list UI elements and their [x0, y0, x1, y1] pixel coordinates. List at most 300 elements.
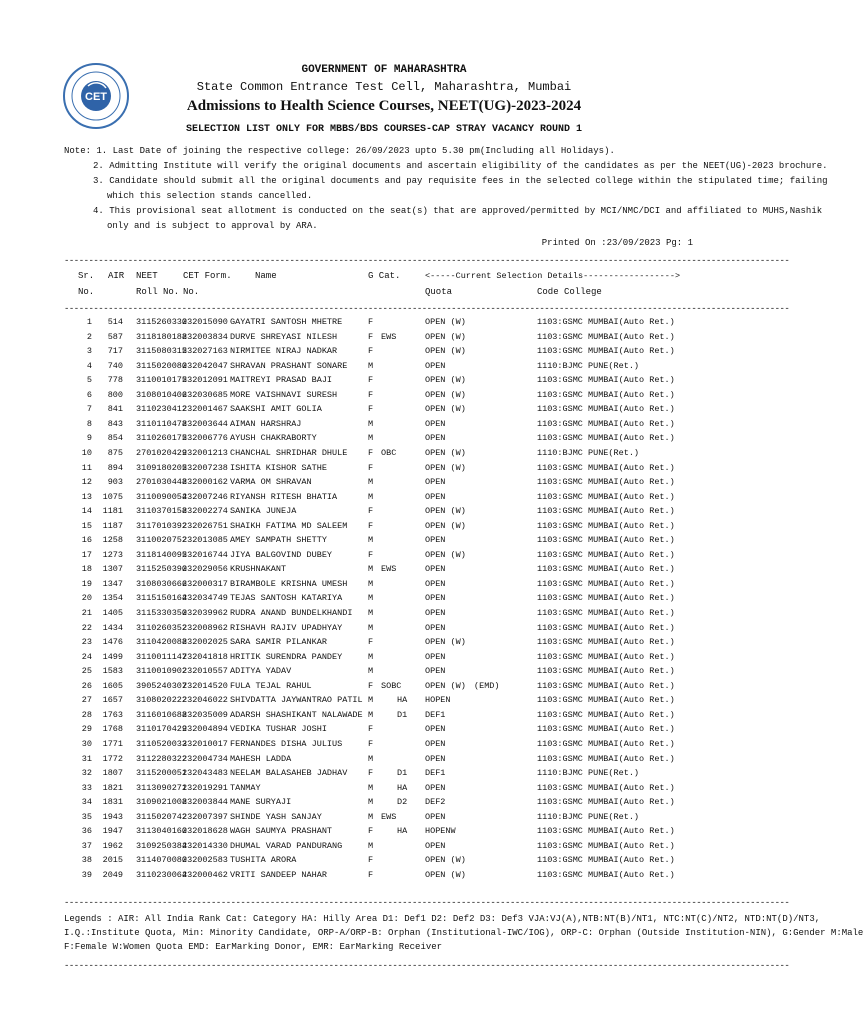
cell-gender: F [368, 506, 374, 517]
cell-quota: DEF1 [425, 709, 446, 720]
cell-air: 1307 [102, 564, 123, 575]
cell-quota: OPEN (W) [425, 869, 466, 880]
cell-code-college: 1103:GSMC MUMBAI(Auto Ret.) [537, 724, 675, 735]
cell-cet-form-no: 232029056 [182, 564, 228, 575]
cell-candidate-name: SARA SAMIR PILANKAR [230, 637, 327, 648]
cell-code-college: 1103:GSMC MUMBAI(Auto Ret.) [537, 331, 675, 342]
cell-quota: OPEN [425, 811, 446, 822]
cell-sr-no: 14 [81, 506, 92, 517]
cell-candidate-name: RUDRA ANAND BUNDELKHANDI [230, 608, 353, 618]
cell-neet-roll-no: 3110370158 [136, 506, 188, 517]
cell-neet-roll-no: 3108020222 [136, 695, 188, 706]
cell-sr-no: 9 [86, 433, 92, 444]
table-row [0, 869, 768, 881]
separator-bottom: ---------------------------------------------------------------------------------------------------------------------------------------------------- [64, 898, 790, 908]
cell-cet-form-no: 232043483 [182, 768, 228, 779]
note-1: Note: 1. Last Date of joining the respective college: 26/09/2023 upto 5.30 pm(Including all Holidays). [64, 146, 615, 156]
cell-candidate-name: KRUSHNAKANT [230, 564, 287, 575]
cell-cet-form-no: 232013085 [182, 535, 228, 546]
cell-candidate-name: BIRAMBOLE KRISHNA UMESH [230, 578, 348, 589]
col-code-college: Code College [537, 287, 602, 297]
separator-header: ---------------------------------------------------------------------------------------------------------------------------------------------------- [64, 304, 790, 314]
cell-gender: M [368, 360, 374, 371]
cell-air: 1657 [102, 695, 123, 706]
col-quota: Quota [425, 287, 453, 297]
cell-neet-roll-no: 3110260175 [136, 433, 188, 444]
table-row [0, 563, 768, 575]
printed-on: Printed On :23/09/2023 Pg: 1 [541, 238, 693, 248]
cell-neet-roll-no: 3112280322 [136, 753, 188, 764]
cell-quota: OPEN [425, 418, 446, 429]
cell-quota: OPEN (W) [425, 317, 466, 327]
cell-sr-no: 18 [81, 564, 92, 575]
cell-candidate-name: TUSHITA ARORA [230, 855, 297, 866]
cell-quota: OPEN [425, 477, 446, 488]
cell-neet-roll-no: 3110110478 [136, 418, 188, 429]
cell-gender: M [368, 666, 374, 677]
cell-cet-form-no: 232007246 [182, 491, 228, 502]
cell-air: 778 [107, 375, 123, 386]
cell-cet-form-no: 232008962 [182, 622, 228, 633]
table-row [0, 636, 768, 648]
cell-quota: OPEN (W) [425, 447, 466, 458]
cell-candidate-name: HRITIK SURENDRA PANDEY [230, 651, 343, 662]
cell-quota: OPEN [425, 840, 446, 851]
cell-neet-roll-no: 2701020429 [136, 447, 188, 458]
cell-quota: OPEN (W) [425, 331, 466, 342]
cell-sr-no: 4 [86, 360, 92, 371]
cell-gender: F [368, 389, 374, 400]
cell-candidate-name: SHAIKH FATIMA MD SALEEM [230, 520, 348, 531]
cell-quota: OPEN [425, 360, 446, 371]
cell-neet-roll-no: 3113040160 [136, 826, 188, 837]
cell-code-college: 1110:BJMC PUNE(Ret.) [537, 811, 640, 822]
cell-sr-no: 23 [81, 637, 92, 648]
separator-top: ---------------------------------------------------------------------------------------------------------------------------------------------------- [64, 256, 790, 266]
cell-neet-roll-no: 3110420088 [136, 637, 188, 648]
cell-cet-form-no: 232003844 [182, 797, 228, 808]
cell-quota: HOPEN [425, 695, 451, 706]
table-row [0, 694, 768, 706]
table-row [0, 345, 768, 357]
table-row [0, 418, 768, 430]
cell-air: 841 [107, 404, 123, 415]
cell-candidate-name: DHUMAL VARAD PANDURANG [230, 840, 343, 851]
table-row [0, 432, 768, 444]
cell-category: SOBC [381, 680, 402, 691]
cell-neet-roll-no: 3115020742 [136, 811, 188, 822]
cell-neet-roll-no: 3115080315 [136, 346, 188, 357]
cell-gender: M [368, 433, 374, 444]
cell-neet-roll-no: 3114070080 [136, 855, 188, 866]
cell-code-college: 1103:GSMC MUMBAI(Auto Ret.) [537, 637, 675, 648]
cell-gender: M [368, 535, 374, 546]
cell-gender: M [368, 564, 374, 575]
cell-gender: F [368, 404, 374, 415]
cell-neet-roll-no: 3118180188 [136, 331, 188, 342]
cell-code-college: 1103:GSMC MUMBAI(Auto Ret.) [537, 491, 675, 502]
cell-gender: M [368, 622, 374, 633]
table-row [0, 738, 768, 750]
cell-air: 2049 [102, 869, 123, 880]
table-row [0, 403, 768, 415]
table-row [0, 491, 768, 503]
cell-code-college: 1103:GSMC MUMBAI(Auto Ret.) [537, 608, 675, 618]
cell-quota: DEF2 [425, 797, 446, 808]
cell-gender: F [368, 346, 374, 357]
cell-cet-form-no: 232046022 [182, 695, 228, 706]
cell-candidate-name: VARMA OM SHRAVAN [230, 477, 312, 488]
cell-candidate-name: SHIVDATTA JAYWANTRAO PATIL [230, 695, 363, 706]
cell-gender: M [368, 811, 374, 822]
cell-cet-form-no: 232001467 [182, 404, 228, 415]
cell-neet-roll-no: 3905240307 [136, 680, 188, 691]
table-row [0, 811, 768, 823]
cell-special-quota: HA [397, 695, 408, 706]
cell-code-college: 1110:BJMC PUNE(Ret.) [537, 768, 640, 779]
cell-category: OBC [381, 447, 397, 458]
cell-air: 1943 [102, 811, 123, 822]
cell-code-college: 1103:GSMC MUMBAI(Auto Ret.) [537, 477, 675, 488]
cell-cet-form-no: 232003834 [182, 331, 228, 342]
table-row [0, 825, 768, 837]
cell-candidate-name: NIRMITEE NIRAJ NADKAR [230, 346, 338, 357]
cell-cet-form-no: 232006776 [182, 433, 228, 444]
cell-sr-no: 38 [81, 855, 92, 866]
cell-candidate-name: RISHAVH RAJIV UPADHYAY [230, 622, 343, 633]
cell-sr-no: 5 [86, 375, 92, 386]
cell-neet-roll-no: 3110260352 [136, 622, 188, 633]
cell-quota: OPEN [425, 724, 446, 735]
cell-cet-form-no: 232030685 [182, 389, 228, 400]
cell-neet-roll-no: 3109250384 [136, 840, 188, 851]
cell-quota: OPEN [425, 666, 446, 677]
table-row [0, 796, 768, 808]
cell-candidate-name: SAAKSHI AMIT GOLIA [230, 404, 322, 415]
cell-candidate-name: SHINDE YASH SANJAY [230, 811, 322, 822]
cell-cet-form-no: 232010557 [182, 666, 228, 677]
cell-candidate-name: MAHESH LADDA [230, 753, 292, 764]
cell-code-college: 1103:GSMC MUMBAI(Auto Ret.) [537, 855, 675, 866]
cell-sr-no: 36 [81, 826, 92, 837]
cell-quota: OPEN (W) [425, 462, 466, 473]
cell-sr-no: 11 [81, 462, 92, 473]
cell-sr-no: 17 [81, 549, 92, 560]
cell-special-quota: D1 [397, 709, 408, 720]
cell-candidate-name: SANIKA JUNEJA [230, 506, 297, 517]
cell-candidate-name: TANMAY [230, 782, 261, 793]
cell-neet-roll-no: 3109021008 [136, 797, 188, 808]
cell-air: 1476 [102, 637, 123, 648]
cell-neet-roll-no: 3115200051 [136, 768, 188, 779]
cell-code-college: 1103:GSMC MUMBAI(Auto Ret.) [537, 520, 675, 531]
cell-quota: OPEN (W) [425, 389, 466, 400]
cell-sr-no: 6 [86, 389, 92, 400]
col-current-selection: <-----Current Selection Details------------------> [425, 271, 681, 281]
table-row [0, 723, 768, 735]
cell-neet-roll-no: 3110230412 [136, 404, 188, 415]
cell-sr-no: 35 [81, 811, 92, 822]
cell-neet-roll-no: 3116010688 [136, 709, 188, 720]
cell-sr-no: 26 [81, 680, 92, 691]
table-row [0, 389, 768, 401]
cell-code-college: 1103:GSMC MUMBAI(Auto Ret.) [537, 826, 675, 837]
cell-air: 1772 [102, 753, 123, 764]
cell-quota: OPEN [425, 622, 446, 633]
cell-sr-no: 39 [81, 869, 92, 880]
cell-quota: OPEN [425, 738, 446, 749]
cell-gender: M [368, 840, 374, 851]
table-row [0, 374, 768, 386]
cell-air: 1273 [102, 549, 123, 560]
cell-cet-form-no: 232034749 [182, 593, 228, 604]
page-subtitle: SELECTION LIST ONLY FOR MBBS/BDS COURSES-CAP STRAY VACANCY ROUND 1 [185, 124, 583, 135]
cell-special-quota: D2 [397, 797, 408, 808]
cell-candidate-name: GAYATRI SANTOSH MHETRE [230, 317, 343, 327]
cell-quota: HOPENW [425, 826, 456, 837]
cell-neet-roll-no: 3115260330 [136, 317, 188, 327]
note-3: 3. Candidate should submit all the original documents and pay requisite fees in the selected college within the stipulated time; failing [93, 176, 828, 186]
col-air: AIR [108, 271, 125, 281]
cell-neet-roll-no: 3115020080 [136, 360, 188, 371]
cell-code-college: 1103:GSMC MUMBAI(Auto Ret.) [537, 549, 675, 560]
table-row [0, 360, 768, 372]
cell-gender: M [368, 608, 374, 618]
cell-cet-form-no: 232007397 [182, 811, 228, 822]
cell-candidate-name: ADARSH SHASHIKANT NALAWADE [230, 709, 363, 720]
cell-quota: OPEN (W) [425, 549, 466, 560]
col-gender-cat: G Cat. [368, 271, 401, 281]
cell-code-college: 1103:GSMC MUMBAI(Auto Ret.) [537, 535, 675, 546]
cell-code-college: 1103:GSMC MUMBAI(Auto Ret.) [537, 578, 675, 589]
cell-cet-form-no: 232014520 [182, 680, 228, 691]
cell-gender: F [368, 680, 374, 691]
cell-air: 1771 [102, 738, 123, 749]
page-title: Admissions to Health Science Courses, NEET(UG)-2023-2024 [186, 98, 582, 114]
cell-sr-no: 24 [81, 651, 92, 662]
cell-sr-no: 7 [86, 404, 92, 415]
cell-code-college: 1103:GSMC MUMBAI(Auto Ret.) [537, 564, 675, 575]
cell-sr-no: 10 [81, 447, 92, 458]
cell-cet-form-no: 232018628 [182, 826, 228, 837]
cell-category: EWS [381, 331, 397, 342]
col-sr: Sr. [78, 271, 95, 281]
cell-gender: F [368, 869, 374, 880]
cell-cet-form-no: 232026751 [182, 520, 228, 531]
cell-sr-no: 30 [81, 738, 92, 749]
separator-legend: ---------------------------------------------------------------------------------------------------------------------------------------------------- [64, 961, 790, 971]
cell-quota: OPEN [425, 753, 446, 764]
cell-code-college: 1103:GSMC MUMBAI(Auto Ret.) [537, 709, 675, 720]
cell-special-quota: HA [397, 782, 408, 793]
cell-neet-roll-no: 3108030666 [136, 578, 188, 589]
cell-category: EWS [381, 811, 397, 822]
cell-quota: OPEN [425, 535, 446, 546]
cell-gender: F [368, 724, 374, 735]
cell-cet-form-no: 232042047 [182, 360, 228, 371]
cell-neet-roll-no: 3110010175 [136, 375, 188, 386]
cell-code-college: 1103:GSMC MUMBAI(Auto Ret.) [537, 738, 675, 749]
table-row [0, 462, 768, 474]
cell-code-college: 1110:BJMC PUNE(Ret.) [537, 360, 640, 371]
note-2: 2. Admitting Institute will verify the original documents and ascertain eligibility of the candidates as per the NEET(UG)-2023 brochure. [93, 161, 828, 171]
cell-code-college: 1103:GSMC MUMBAI(Auto Ret.) [537, 869, 675, 880]
table-row [0, 840, 768, 852]
col-cet-no: No. [183, 287, 200, 297]
cell-quota: OPEN [425, 593, 446, 604]
cell-neet-roll-no: 3110011147 [136, 651, 188, 662]
cell-cet-form-no: 232002583 [182, 855, 228, 866]
cell-candidate-name: VRITI SANDEEP NAHAR [230, 869, 327, 880]
cell-candidate-name: NEELAM BALASAHEB JADHAV [230, 768, 348, 779]
cell-neet-roll-no: 3115150164 [136, 593, 188, 604]
table-row [0, 854, 768, 866]
cell-neet-roll-no: 3110010902 [136, 666, 188, 677]
table-row [0, 534, 768, 546]
cell-neet-roll-no: 3110520033 [136, 738, 188, 749]
table-row [0, 549, 768, 561]
col-neet: NEET [136, 271, 158, 281]
cell-gender: M [368, 578, 374, 589]
cell-air: 800 [107, 389, 123, 400]
cell-gender: F [368, 520, 374, 531]
cell-air: 1768 [102, 724, 123, 735]
cell-air: 1807 [102, 768, 123, 779]
cell-earmark: (EMD) [474, 680, 500, 691]
cell-candidate-name: SHRAVAN PRASHANT SONARE [230, 360, 348, 371]
cell-sr-no: 33 [81, 782, 92, 793]
cell-category: EWS [381, 564, 397, 575]
cell-code-college: 1103:GSMC MUMBAI(Auto Ret.) [537, 840, 675, 851]
cell-cet-form-no: 232012091 [182, 375, 228, 386]
notes-section [64, 144, 828, 234]
cell-special-quota: HA [397, 826, 408, 837]
cell-cet-form-no: 232007238 [182, 462, 228, 473]
cell-neet-roll-no: 3117010392 [136, 520, 188, 531]
cell-quota: OPEN [425, 608, 446, 618]
col-sr-no: No. [78, 287, 95, 297]
cell-gender: M [368, 797, 374, 808]
cell-candidate-name: FULA TEJAL RAHUL [230, 680, 312, 691]
cell-air: 1499 [102, 651, 123, 662]
cell-gender: M [368, 651, 374, 662]
table-row [0, 665, 768, 677]
cell-sr-no: 13 [81, 491, 92, 502]
cell-candidate-name: JIYA BALGOVIND DUBEY [230, 549, 333, 560]
cell-neet-roll-no: 3115330350 [136, 608, 188, 618]
cell-sr-no: 32 [81, 768, 92, 779]
cell-air: 1347 [102, 578, 123, 589]
cell-sr-no: 37 [81, 840, 92, 851]
cell-quota: OPEN [425, 433, 446, 444]
cell-quota: OPEN (W) [425, 506, 466, 517]
cell-cet-form-no: 232004894 [182, 724, 228, 735]
cell-code-college: 1103:GSMC MUMBAI(Auto Ret.) [537, 462, 675, 473]
cell-air: 1354 [102, 593, 123, 604]
cell-air: 894 [107, 462, 123, 473]
cell-neet-roll-no: 3108010406 [136, 389, 188, 400]
cell-code-college: 1103:GSMC MUMBAI(Auto Ret.) [537, 317, 675, 327]
table-row [0, 316, 768, 328]
cell-air: 854 [107, 433, 123, 444]
table-row [0, 709, 768, 721]
svg-text:CET: CET [85, 91, 107, 103]
cell-neet-roll-no: 3110230064 [136, 869, 188, 880]
cell-quota: OPEN (W) [425, 520, 466, 531]
cell-code-college: 1103:GSMC MUMBAI(Auto Ret.) [537, 433, 675, 444]
cell-candidate-name: WAGH SAUMYA PRASHANT [230, 826, 333, 837]
legend-line-1: Legends : AIR: All India Rank Cat: Category HA: Hilly Area D1: Def1 D2: Def2 D3: Def3 VJA:VJ(A),NTB:NT(B)/NT1, NTC:NT(C)/NT2, NTD:NT(D)/NT3, [64, 914, 821, 924]
cet-cell-heading: State Common Entrance Test Cell, Maharashtra, Mumbai [196, 80, 572, 94]
cell-neet-roll-no: 3113090271 [136, 782, 188, 793]
cell-candidate-name: RIYANSH RITESH BHATIA [230, 491, 338, 502]
cell-sr-no: 31 [81, 753, 92, 764]
cell-cet-form-no: 232035009 [182, 709, 228, 720]
cell-gender: F [368, 447, 374, 458]
cell-air: 1075 [102, 491, 123, 502]
cell-air: 903 [107, 477, 123, 488]
cell-sr-no: 20 [81, 593, 92, 604]
cell-quota: OPEN (W) [425, 404, 466, 415]
cell-air: 843 [107, 418, 123, 429]
cell-sr-no: 22 [81, 622, 92, 633]
cell-sr-no: 3 [86, 346, 92, 357]
table-row [0, 651, 768, 663]
cell-neet-roll-no: 3110090054 [136, 491, 188, 502]
cell-air: 1605 [102, 680, 123, 691]
cell-code-college: 1103:GSMC MUMBAI(Auto Ret.) [537, 666, 675, 677]
cell-sr-no: 29 [81, 724, 92, 735]
cell-code-college: 1103:GSMC MUMBAI(Auto Ret.) [537, 797, 675, 808]
cell-air: 1434 [102, 622, 123, 633]
cell-candidate-name: AIMAN HARSHRAJ [230, 418, 302, 429]
cell-cet-form-no: 232041818 [182, 651, 228, 662]
cell-cet-form-no: 232004734 [182, 753, 228, 764]
cell-quota: OPEN [425, 578, 446, 589]
cell-sr-no: 34 [81, 797, 92, 808]
cell-quota: OPEN (W) [425, 346, 466, 357]
cell-gender: M [368, 753, 374, 764]
col-cet: CET Form. [183, 271, 232, 281]
cell-air: 1583 [102, 666, 123, 677]
cell-candidate-name: TEJAS SANTOSH KATARIYA [230, 593, 343, 604]
cell-code-college: 1103:GSMC MUMBAI(Auto Ret.) [537, 404, 675, 415]
cell-gender: F [368, 462, 374, 473]
legend-line-2: I.Q.:Institute Quota, Min: Minority Candidate, ORP-A/ORP-B: Orphan (Institutional-IWC/IOG), ORP-C: Orphan (Outside Institution-NIN), G:Gender M:Male [64, 928, 863, 938]
cell-air: 1962 [102, 840, 123, 851]
cell-code-college: 1103:GSMC MUMBAI(Auto Ret.) [537, 593, 675, 604]
cell-gender: M [368, 782, 374, 793]
cell-air: 717 [107, 346, 123, 357]
table-row [0, 505, 768, 517]
cell-code-college: 1103:GSMC MUMBAI(Auto Ret.) [537, 753, 675, 764]
cell-candidate-name: FERNANDES DISHA JULIUS [230, 738, 343, 749]
cell-cet-form-no: 232003644 [182, 418, 228, 429]
cell-code-college: 1103:GSMC MUMBAI(Auto Ret.) [537, 782, 675, 793]
cell-cet-form-no: 232010017 [182, 738, 228, 749]
legend-line-3: F:Female W:Women Quota EMD: EarMarking Donor, EMR: EarMarking Receiver [64, 942, 443, 952]
cell-sr-no: 8 [86, 418, 92, 429]
cell-code-college: 1103:GSMC MUMBAI(Auto Ret.) [537, 389, 675, 400]
cell-code-college: 1110:BJMC PUNE(Ret.) [537, 447, 640, 458]
cell-sr-no: 12 [81, 477, 92, 488]
cell-sr-no: 1 [86, 317, 92, 327]
cell-sr-no: 28 [81, 709, 92, 720]
table-row [0, 767, 768, 779]
cell-cet-form-no: 232015090 [182, 317, 228, 327]
cell-gender: F [368, 855, 374, 866]
cell-quota: OPEN (W) [425, 855, 466, 866]
